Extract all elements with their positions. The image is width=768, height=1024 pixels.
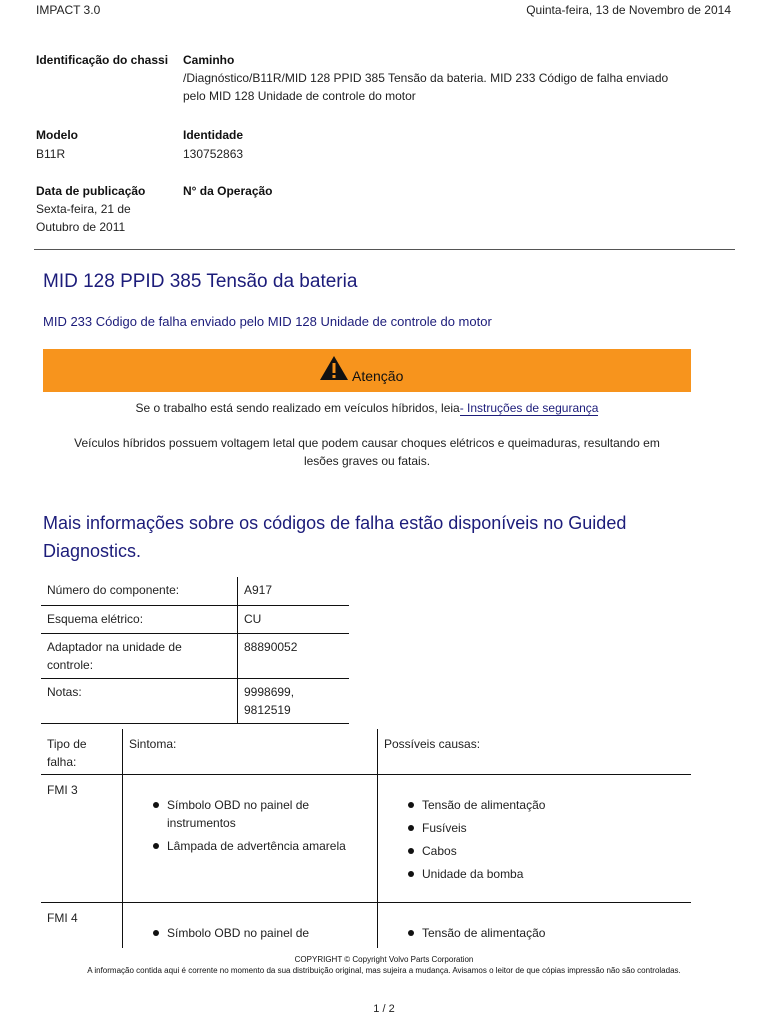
identity-value: 130752863 xyxy=(183,147,244,161)
table-row xyxy=(41,577,349,605)
list-item: Lâmpada de advertência amarela xyxy=(153,837,371,855)
causes-cell xyxy=(378,903,691,948)
table-row xyxy=(41,678,349,723)
header-line: falha: xyxy=(47,755,77,769)
list-item: Cabos xyxy=(408,842,685,860)
path-value xyxy=(183,69,743,105)
spec-value: CU xyxy=(244,611,262,626)
path-line: pelo MID 128 Unidade de controle do motor xyxy=(183,89,416,103)
path-label: Caminho xyxy=(183,53,235,67)
app-title: IMPACT 3.0 xyxy=(36,3,101,17)
spec-label: Notas: xyxy=(41,678,238,723)
component-spec-table xyxy=(41,577,349,724)
spec-value xyxy=(238,678,350,723)
table-row xyxy=(41,903,691,948)
symptoms-cell xyxy=(123,775,378,902)
path-line: /Diagnóstico/B11R/MID 128 PPID 385 Tensão da bateria. MID 233 Código de falha enviado xyxy=(183,71,669,85)
fmi-code: FMI 3 xyxy=(41,775,123,902)
spec-label: Adaptador na unidade de controle: xyxy=(41,633,238,678)
table-row xyxy=(41,633,349,678)
warning-banner xyxy=(43,349,691,392)
disclaimer: A informação contida aqui é corrente no momento da sua distribuição original, mas sujeira a mudança. Avisamos o leitor de que cópias impressão não são controladas. xyxy=(87,966,681,975)
hybrid-note xyxy=(43,399,691,417)
symptom-list xyxy=(153,796,371,855)
pubdate-line: Outubro de 2011 xyxy=(36,220,126,234)
safety-instructions-link[interactable]: - Instruções de segurança xyxy=(459,401,599,415)
symptoms-cell xyxy=(123,903,378,948)
causes-cell xyxy=(378,775,691,902)
spec-value: 88890052 xyxy=(244,639,298,654)
print-date: Quinta-feira, 13 de Novembro de 2014 xyxy=(526,3,731,17)
warning-icon xyxy=(319,355,349,381)
table-row xyxy=(41,605,349,633)
hybrid-warning xyxy=(43,434,691,470)
header-line: Tipo de xyxy=(47,737,87,751)
guided-heading-line: Diagnostics. xyxy=(43,541,142,561)
list-item: Símbolo OBD no painel de xyxy=(153,924,371,942)
warning-label: Atenção xyxy=(352,368,404,384)
column-header-type xyxy=(41,729,123,774)
copyright: COPYRIGHT © Copyright Volvo Parts Corporation xyxy=(294,955,474,964)
column-header-causes: Possíveis causas: xyxy=(384,737,481,751)
page-subtitle: MID 233 Código de falha enviado pelo MID 128 Unidade de controle do motor xyxy=(43,314,492,329)
notes-value: 9998699, 9812519 xyxy=(244,684,295,717)
spec-label: Esquema elétrico: xyxy=(41,605,238,633)
list-item: Tensão de alimentação xyxy=(408,796,685,814)
page-title: MID 128 PPID 385 Tensão da bateria xyxy=(43,271,358,292)
page-number: 1 / 2 xyxy=(373,1003,395,1015)
identity-label: Identidade xyxy=(183,128,244,142)
fault-table-header xyxy=(41,729,691,775)
guided-diagnostics-heading xyxy=(43,509,743,565)
list-item: Fusíveis xyxy=(408,819,685,837)
fmi-code: FMI 4 xyxy=(41,903,123,948)
spec-label: Número do componente: xyxy=(41,577,238,605)
hybrid-warning-line: Veículos híbridos possuem voltagem letal que podem causar choques elétricos e queimaduras, resultando em xyxy=(74,436,660,450)
pubdate-value xyxy=(36,200,131,236)
hybrid-note-text: Se o trabalho está sendo realizado em veículos híbridos, leia xyxy=(135,401,460,415)
symptom-list xyxy=(153,924,371,942)
fault-table xyxy=(41,729,691,948)
list-item: Unidade da bomba xyxy=(408,865,685,883)
table-row xyxy=(41,775,691,903)
chassis-label: Identificação do chassi xyxy=(36,53,169,67)
guided-heading-line: Mais informações sobre os códigos de falha estão disponíveis no Guided xyxy=(43,513,627,533)
pubdate-label: Data de publicação xyxy=(36,184,146,198)
column-header-symptom: Sintoma: xyxy=(123,729,378,774)
pubdate-line: Sexta-feira, 21 de xyxy=(36,202,131,216)
causes-list xyxy=(408,796,685,883)
model-label: Modelo xyxy=(36,128,78,142)
list-item: Tensão de alimentação xyxy=(408,924,685,942)
operation-label: N° da Operação xyxy=(183,184,273,198)
model-value: B11R xyxy=(36,147,66,161)
divider xyxy=(34,249,735,250)
causes-list xyxy=(408,924,685,942)
spec-value: A917 xyxy=(244,583,273,597)
hybrid-warning-line: lesões graves ou fatais. xyxy=(303,454,431,468)
list-item: Símbolo OBD no painel de instrumentos xyxy=(153,796,371,832)
